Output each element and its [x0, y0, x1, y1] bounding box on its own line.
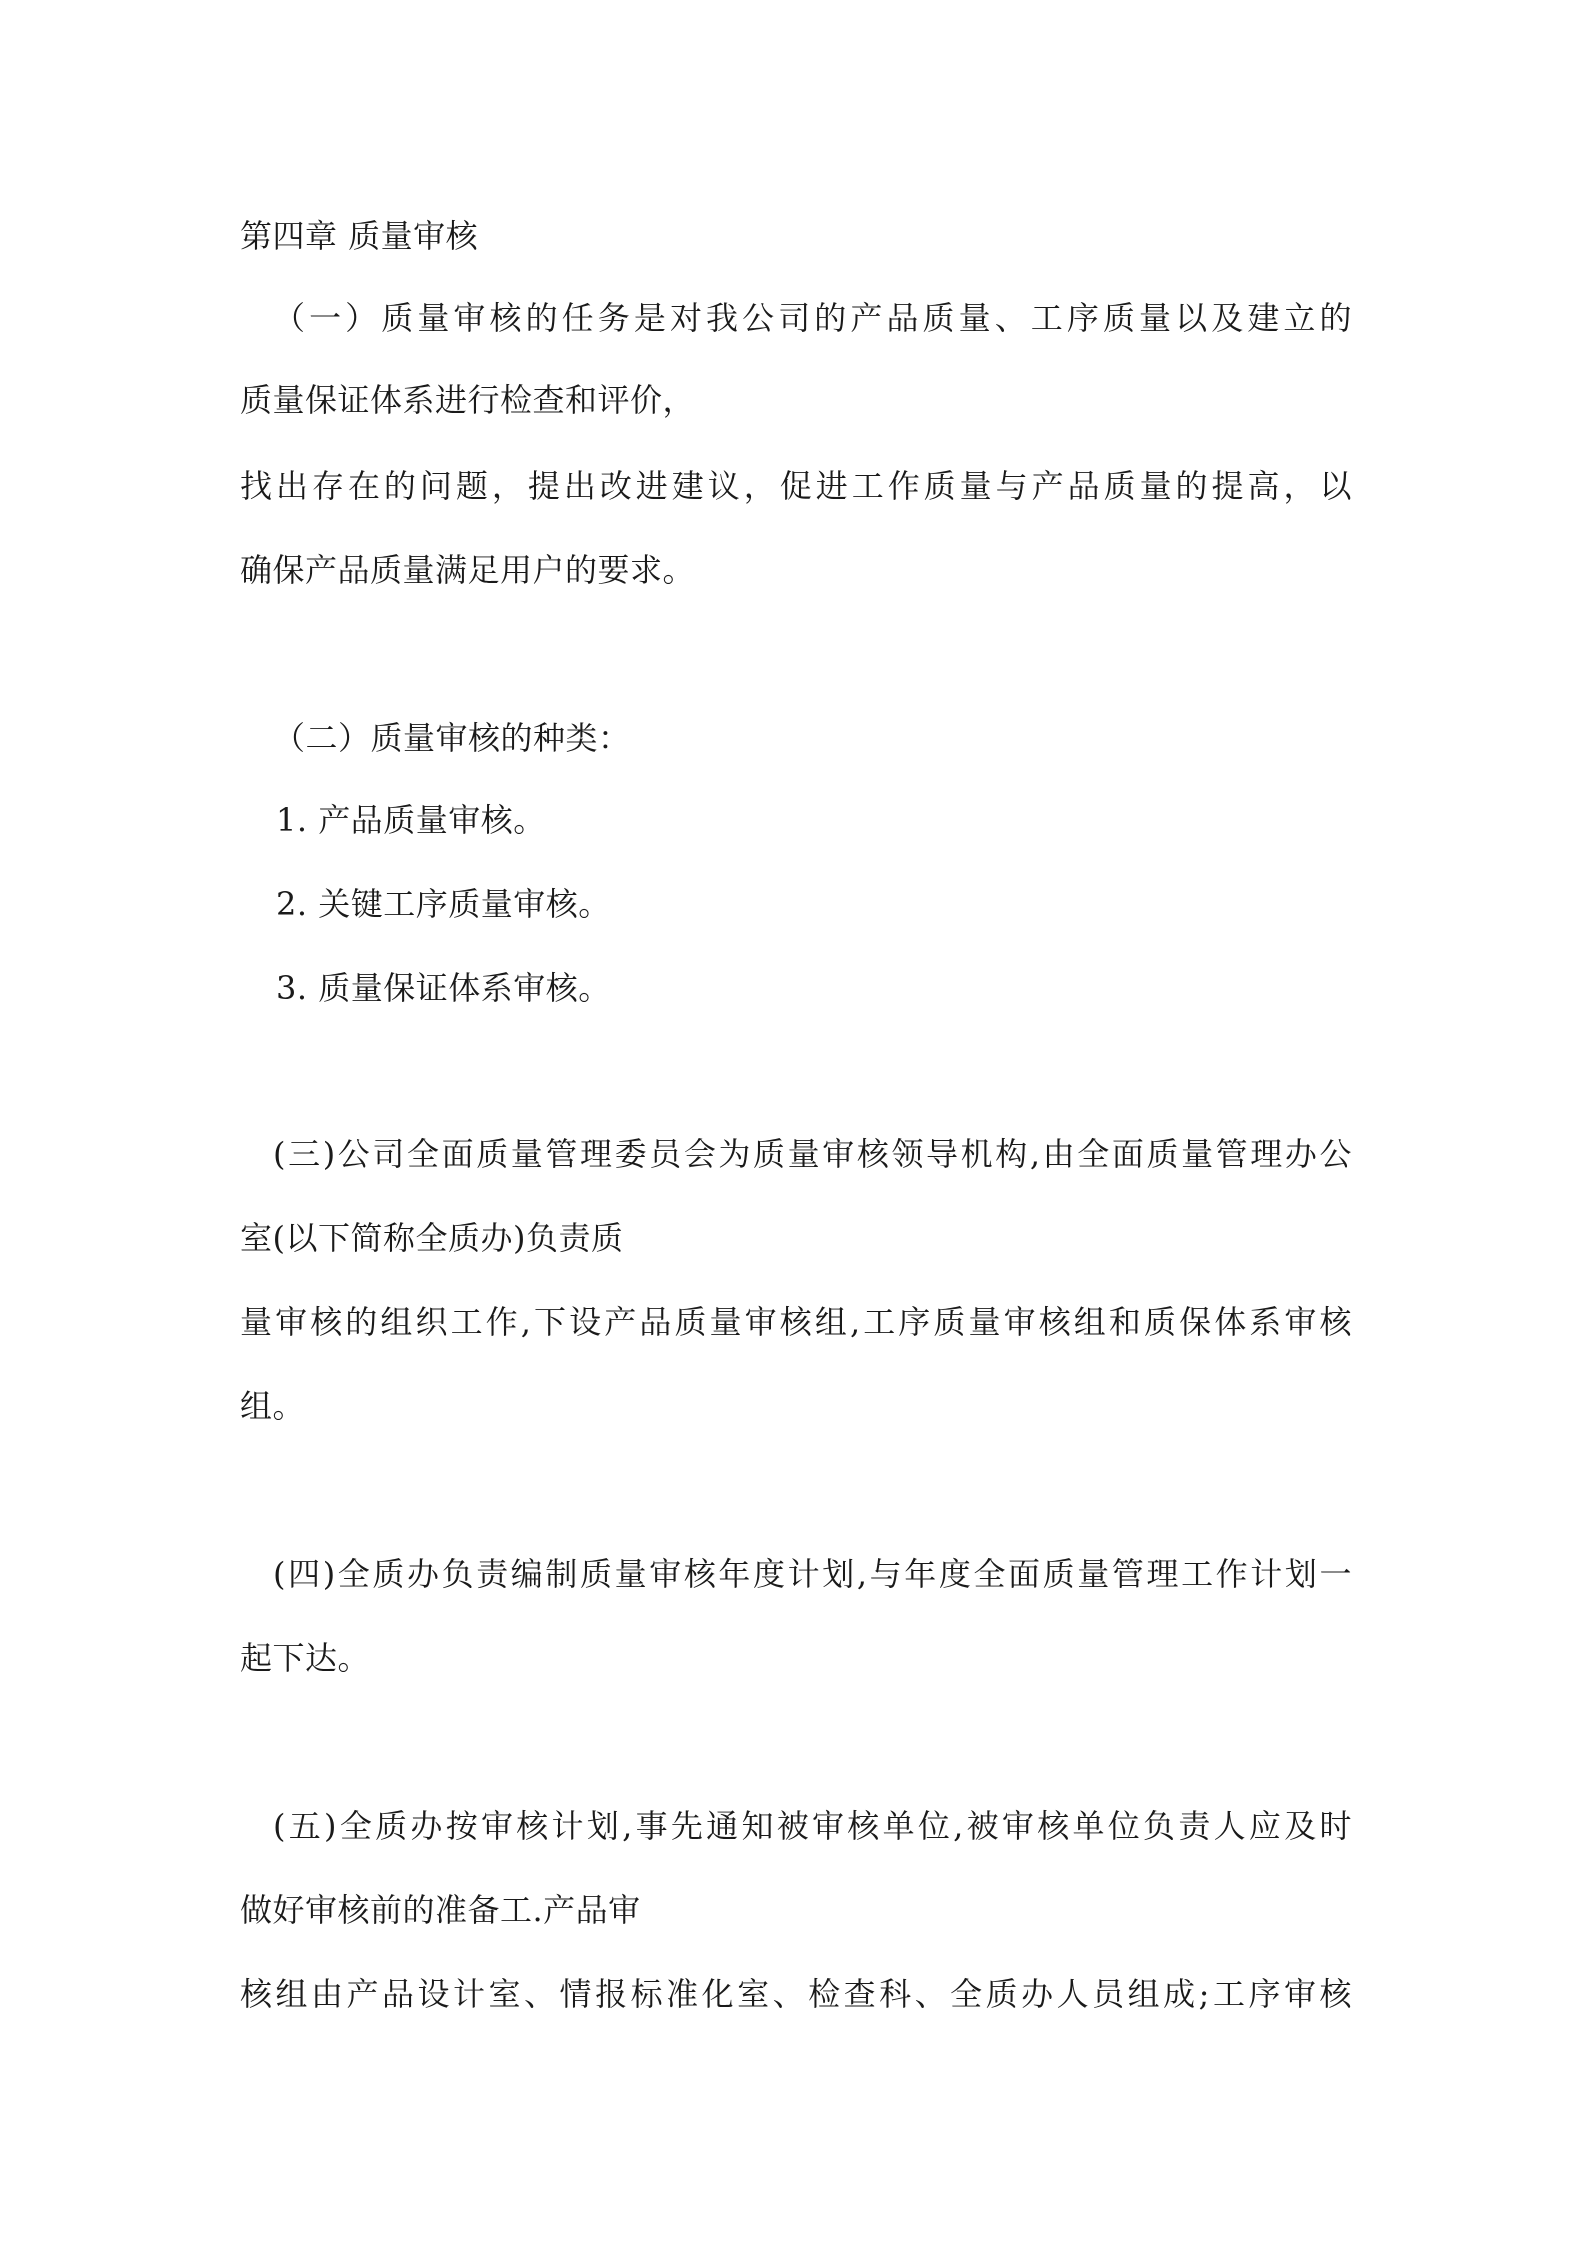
- section5-line2: 做好审核前的准备工.产品审: [240, 1891, 641, 1929]
- chapter-title: 第四章 质量审核: [240, 217, 479, 255]
- list-item-3: 3. 质量保证体系审核。: [276, 969, 611, 1007]
- section4-line2: 起下达。: [240, 1639, 371, 1677]
- section2-heading: （二）质量审核的种类：: [273, 719, 631, 757]
- section1-line2: 质量保证体系进行检查和评价，: [240, 381, 696, 419]
- section1-line1: （一）质量审核的任务是对我公司的产品质量、工序质量以及建立的: [273, 299, 1352, 337]
- section3-line4: 组。: [240, 1387, 306, 1425]
- section3-line2: 室(以下简称全质办)负责质: [240, 1219, 624, 1257]
- section3-line1: (三)公司全面质量管理委员会为质量审核领导机构,由全面质量管理办公: [273, 1135, 1352, 1173]
- section4-line1: (四)全质办负责编制质量审核年度计划,与年度全面质量管理工作计划一: [273, 1555, 1352, 1593]
- section1-line4: 确保产品质量满足用户的要求。: [240, 551, 696, 589]
- section5-line1: (五)全质办按审核计划,事先通知被审核单位,被审核单位负责人应及时: [273, 1807, 1352, 1845]
- section5-line3: 核组由产品设计室、情报标准化室、检查科、全质办人员组成;工序审核: [240, 1975, 1352, 2013]
- section3-line3: 量审核的组织工作,下设产品质量审核组,工序质量审核组和质保体系审核: [240, 1303, 1352, 1341]
- list-item-1: 1. 产品质量审核。: [276, 801, 546, 839]
- list-item-2: 2. 关键工序质量审核。: [276, 885, 611, 923]
- section1-line3: 找出存在的问题，提出改进建议，促进工作质量与产品质量的提高，以: [240, 467, 1352, 505]
